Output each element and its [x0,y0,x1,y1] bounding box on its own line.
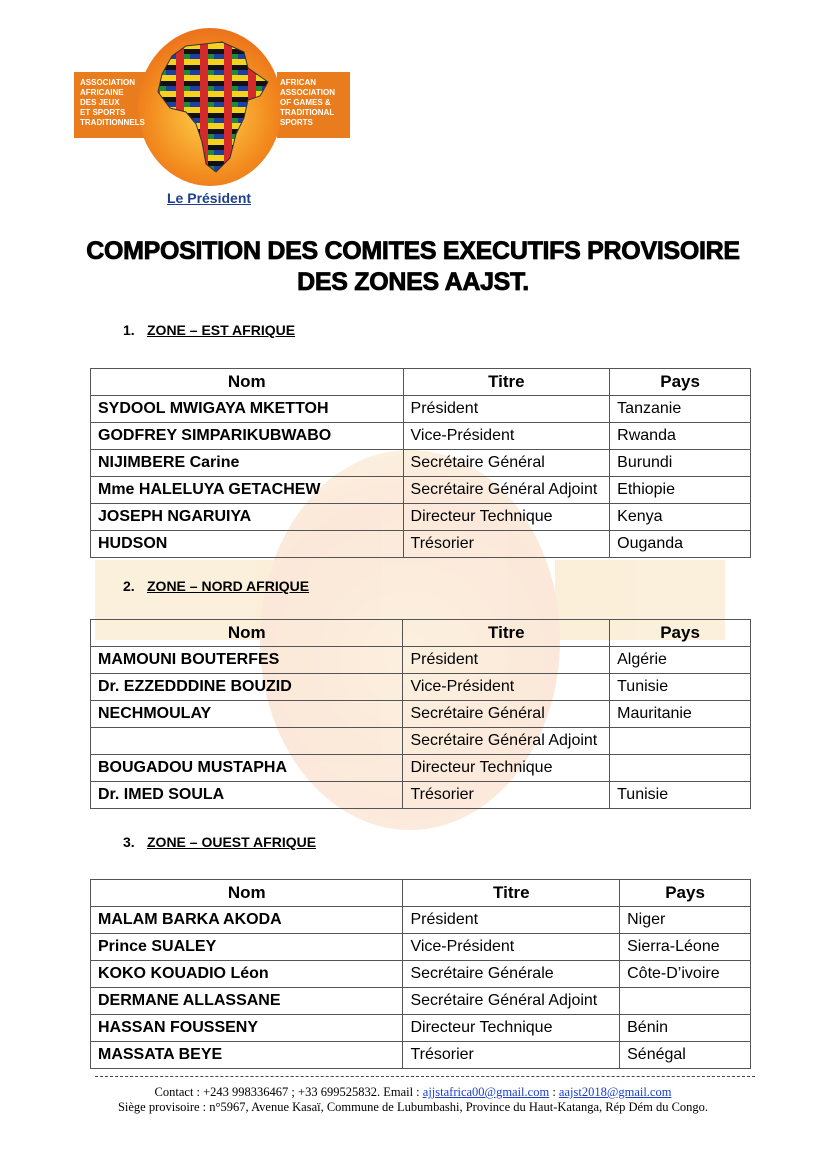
column-header-nom: Nom [91,880,403,907]
cell-pays: Sénégal [620,1042,751,1069]
cell-pays: Ethiopie [610,477,751,504]
logo-text-french: ASSOCIATION AFRICAINE DES JEUX ET SPORTS TRADITIONNELS [80,78,145,127]
page-title: COMPOSITION DES COMITES EXECUTIFS PROVISOIRE DES ZONES AAJST. [86,237,740,296]
cell-titre: Président [403,647,610,674]
table-row [91,907,751,934]
cell-titre: Secrétaire Général Adjoint [403,728,610,755]
cell-pays: Tunisie [610,674,751,701]
cell-nom: HUDSON [91,531,404,558]
cell-titre: Directeur Technique [403,504,610,531]
table-row [91,647,751,674]
cell-nom: Prince SUALEY [91,934,403,961]
cell-nom: SYDOOL MWIGAYA MKETTOH [91,396,404,423]
cell-titre: Président [403,907,620,934]
africa-map-icon [152,38,272,178]
cell-pays: Ouganda [610,531,751,558]
table-row [91,423,751,450]
table-row [91,1015,751,1042]
table-row [91,782,751,809]
table-row [91,396,751,423]
column-header-nom: Nom [91,369,404,396]
table-row [91,755,751,782]
table-row [91,728,751,755]
table-row [91,504,751,531]
cell-titre: Vice-Président [403,423,610,450]
cell-titre: Trésorier [403,782,610,809]
zone-table-ouest [90,879,751,1069]
table-row [91,477,751,504]
table-row [91,934,751,961]
cell-nom: BOUGADOU MUSTAPHA [91,755,403,782]
email-link-1[interactable]: ajjstafrica00@gmail.com [422,1085,550,1099]
logo-text-english: AFRICAN ASSOCIATION OF GAMES & TRADITIONAL SPORTS [280,78,335,127]
cell-titre: Vice-Président [403,674,610,701]
cell-pays: Algérie [610,647,751,674]
zone-table-est [90,368,751,558]
cell-nom: GODFREY SIMPARIKUBWABO [91,423,404,450]
footer-address: Siège provisoire : n°5967, Avenue Kasaï, Commune de Lubumbashi, Province du Haut-Katanga, Rép Dém du Congo. [117,1100,709,1114]
cell-titre: Secrétaire Général [403,450,610,477]
cell-pays [610,728,751,755]
cell-titre: Secrétaire Général Adjoint [403,477,610,504]
cell-titre: Trésorier [403,531,610,558]
cell-titre: Secrétaire Général Adjoint [403,988,620,1015]
cell-nom [91,728,403,755]
cell-nom: JOSEPH NGARUIYA [91,504,404,531]
cell-nom: MASSATA BEYE [91,1042,403,1069]
cell-pays: Mauritanie [610,701,751,728]
cell-nom: Dr. IMED SOULA [91,782,403,809]
table-row [91,1042,751,1069]
cell-titre: Vice-Président [403,934,620,961]
cell-titre: Trésorier [403,1042,620,1069]
cell-pays: Côte-D’ivoire [620,961,751,988]
cell-titre: Président [403,396,610,423]
table-row [91,674,751,701]
cell-titre: Secrétaire Général [403,701,610,728]
cell-pays: Bénin [620,1015,751,1042]
column-header-pays: Pays [610,369,751,396]
footer-contact: Contact : +243 998336467 ; +33 699525832. Email : ajjstafrica00@gmail.com : aajst2018@gmail.com [154,1085,672,1099]
cell-nom: MAMOUNI BOUTERFES [91,647,403,674]
cell-pays [620,988,751,1015]
cell-pays: Tanzanie [610,396,751,423]
table-row [91,961,751,988]
column-header-titre: Titre [403,620,610,647]
cell-pays: Burundi [610,450,751,477]
cell-titre: Secrétaire Générale [403,961,620,988]
column-header-nom: Nom [91,620,403,647]
cell-pays: Niger [620,907,751,934]
zone-heading-nord: 2. ZONE – NORD AFRIQUE [123,578,310,594]
cell-nom: DERMANE ALLASSANE [91,988,403,1015]
zone-heading-est: 1. ZONE – EST AFRIQUE [123,322,296,338]
cell-nom: MALAM BARKA AKODA [91,907,403,934]
association-logo [74,28,350,188]
cell-nom: Mme HALELUYA GETACHEW [91,477,404,504]
president-label: Le Président [167,190,252,206]
table-row [91,701,751,728]
cell-nom: HASSAN FOUSSENY [91,1015,403,1042]
column-header-titre: Titre [403,369,610,396]
cell-titre: Directeur Technique [403,1015,620,1042]
cell-pays: Sierra-Léone [620,934,751,961]
cell-pays [610,755,751,782]
table-row [91,988,751,1015]
table-header-row [91,880,751,907]
zone-table-nord [90,619,751,809]
cell-pays: Rwanda [610,423,751,450]
column-header-pays: Pays [620,880,751,907]
email-link-2[interactable]: aajst2018@gmail.com [558,1085,672,1099]
cell-titre: Directeur Technique [403,755,610,782]
table-header-row [91,369,751,396]
zone-heading-ouest: 3. ZONE – OUEST AFRIQUE [123,834,317,850]
table-row [91,531,751,558]
cell-nom: KOKO KOUADIO Léon [91,961,403,988]
column-header-pays: Pays [610,620,751,647]
cell-nom: NIJIMBERE Carine [91,450,404,477]
cell-nom: NECHMOULAY [91,701,403,728]
cell-nom: Dr. EZZEDDDINE BOUZID [91,674,403,701]
footer-divider [95,1076,755,1077]
column-header-titre: Titre [403,880,620,907]
cell-pays: Kenya [610,504,751,531]
table-row [91,450,751,477]
table-header-row [91,620,751,647]
cell-pays: Tunisie [610,782,751,809]
